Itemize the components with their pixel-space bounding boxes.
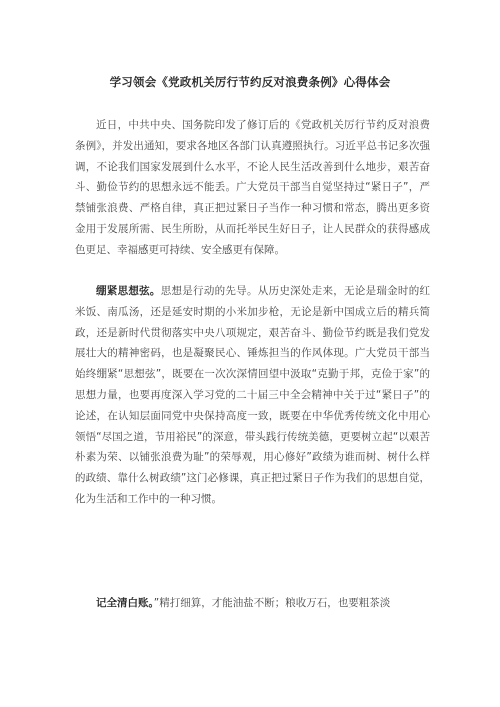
paragraph-text: 近日，中共中央、国务院印发了修订后的《党政机关厉行节约反对浪费条例》，并发出通知，要求各地区各部门认真遵照执行。习近平总书记多次强调，不论我们国家发展到什么水平，不论人民生活改善到什么地步，艰苦奋斗、勤俭节约的思想永远不能丢。广大党员干部当自觉坚持过“紧日子”，严禁铺张浪费、严格自律，真正把过紧日子当作一种习惯和常态，腾出更多资金用于发展所需、民生所盼，从而托举民生好日子，让人民群众的获得感成色更足、幸福感更可持续、安全感更有保障。	[75, 119, 430, 256]
paragraph-text: 思想是行动的先导。从历史深处走来，无论是瑞金时的红米饭、南瓜汤，还是延安时期的小米加步枪，无论是新中国成立后的精兵简政，还是新时代贯彻落实中央八项规定，艰苦奋斗、勤俭节约既是我们党发展壮大的精神密码，也是凝聚民心、锤炼担当的作风体现。广大党员干部当始终绷紧“思想弦”，既要在一次次深情回望中汲取“克勤于邦，克俭于家”的思想力量，也要再度深入学习党的二十届三中全会精神中关于过“紧日子”的论述，在认知层面同党中央保持高度一致，既要在中华优秀传统文化中用心领悟“尽国之道，节用裕民”的深意，带头践行传统美德，更要树立起“以艰苦朴素为荣、以铺张浪费为耻”的荣辱观，用心修好”政绩为谁而树、树什么样的政绩、靠什么树政绩”这门必修课，真正把过紧日子作为我们的思想自觉，化为生活和工作中的一种习惯。	[75, 285, 431, 505]
paragraph-3	[75, 593, 430, 614]
document-title: 学习领会《党政机关厉行节约反对浪费条例》心得体会	[109, 75, 391, 89]
paragraph-2	[75, 281, 430, 510]
paragraph-lead: 绷紧思想弦。	[96, 285, 161, 297]
paragraph-lead: 记全清白账。	[96, 597, 154, 609]
paragraph-text: ”精打细算，才能油盐不断；粮收万石，也要粗茶淡	[153, 597, 391, 609]
paragraph-1	[75, 115, 430, 261]
